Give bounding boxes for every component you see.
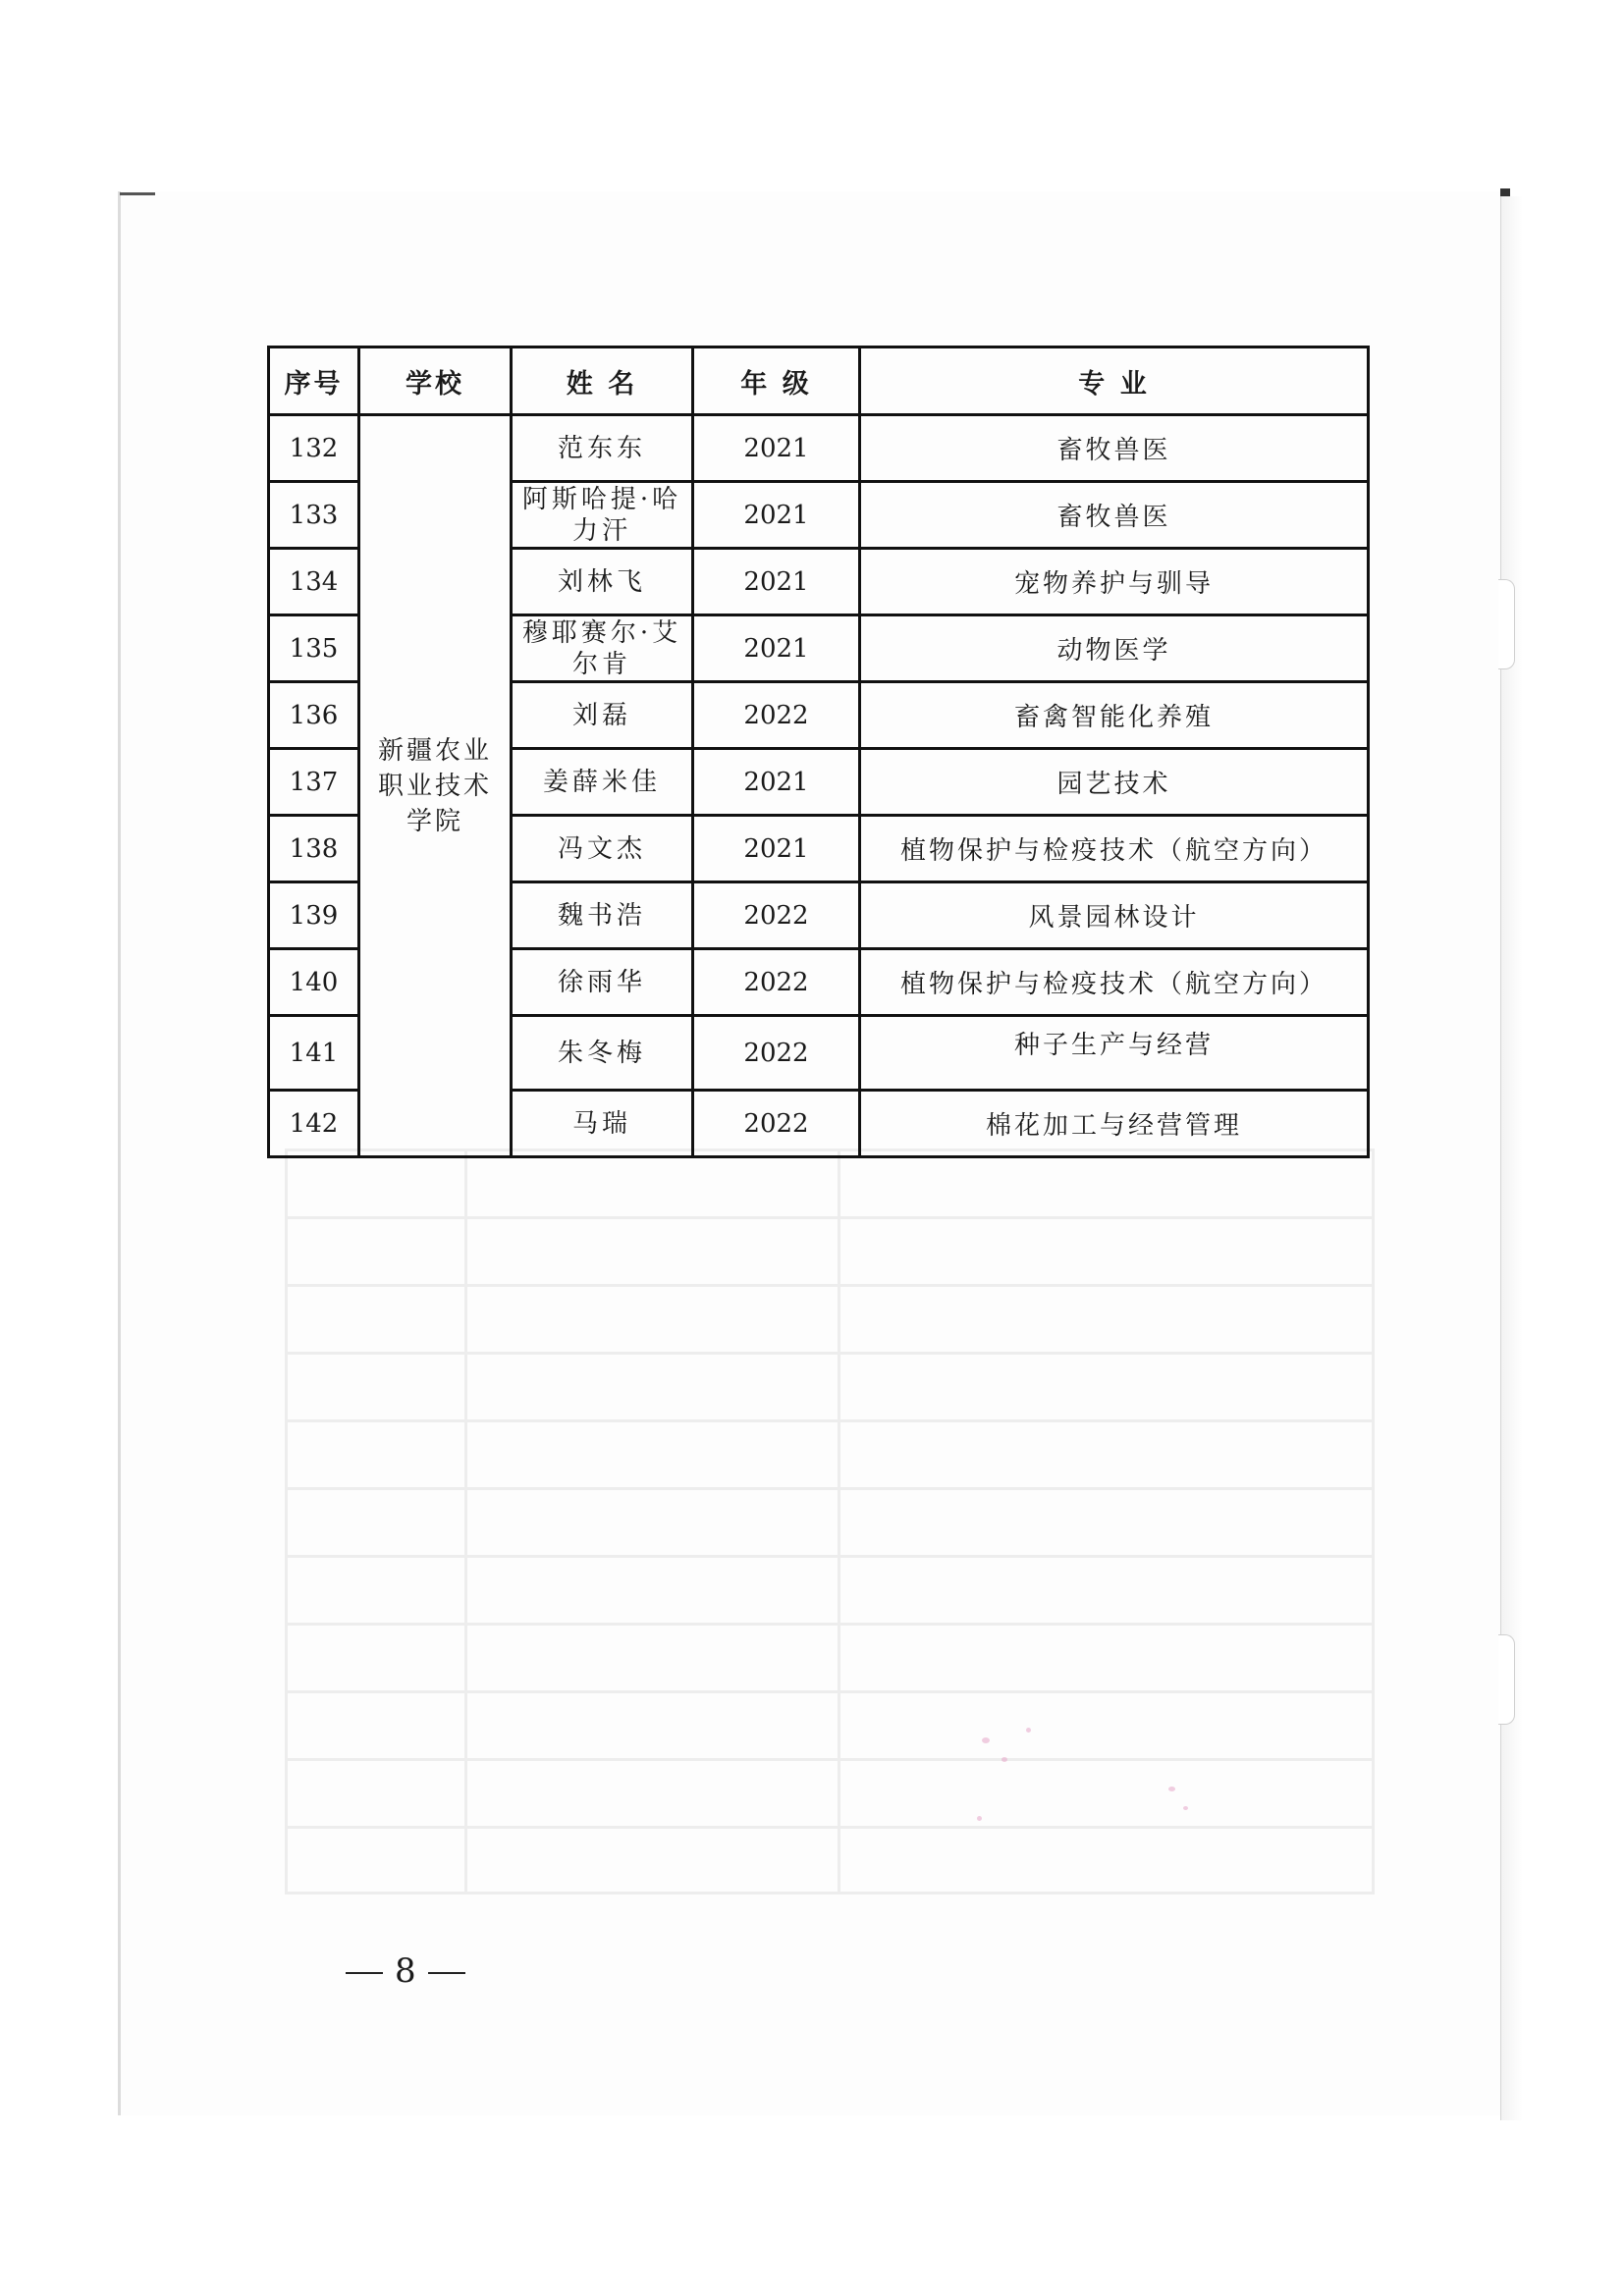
major-cell: 植物保护与检疫技术（航空方向） — [860, 816, 1369, 882]
ink-speck — [1183, 1806, 1188, 1810]
ink-speck — [982, 1737, 990, 1743]
major-cell: 风景园林设计 — [860, 882, 1369, 949]
major-cell: 畜牧兽医 — [860, 482, 1369, 549]
page-footer — [334, 1951, 477, 1991]
seq-cell: 134 — [269, 549, 359, 615]
header-seq: 序号 — [269, 347, 359, 415]
major-cell: 植物保护与检疫技术（航空方向） — [860, 949, 1369, 1016]
name-cell: 魏书浩 — [512, 882, 693, 949]
footer-dash-right — [428, 1972, 465, 1974]
ink-speck — [1001, 1757, 1007, 1762]
grade-cell: 2021 — [693, 816, 860, 882]
grade-cell: 2022 — [693, 882, 860, 949]
bleed-through-table — [285, 1148, 1375, 1895]
seq-cell: 133 — [269, 482, 359, 549]
page-binding-edge — [1500, 196, 1523, 2120]
seq-cell: 142 — [269, 1091, 359, 1157]
header-major: 专 业 — [860, 347, 1369, 415]
ink-speck — [1168, 1787, 1175, 1791]
grade-cell: 2021 — [693, 615, 860, 682]
major-cell: 种子生产与经营 — [860, 1016, 1369, 1091]
name-cell: 马瑞 — [512, 1091, 693, 1157]
name-cell: 朱冬梅 — [512, 1016, 693, 1091]
school-cell: 新疆农业职业技术学院 — [359, 415, 512, 1157]
header-grade: 年 级 — [693, 347, 860, 415]
seq-cell: 136 — [269, 682, 359, 749]
seq-cell: 132 — [269, 415, 359, 482]
major-cell: 动物医学 — [860, 615, 1369, 682]
table-row — [269, 415, 1369, 482]
header-name: 姓 名 — [512, 347, 693, 415]
name-cell: 阿斯哈提·哈力汗 — [512, 482, 693, 549]
grade-cell: 2022 — [693, 1016, 860, 1091]
ink-speck — [977, 1816, 982, 1821]
grade-cell: 2021 — [693, 415, 860, 482]
major-cell: 畜禽智能化养殖 — [860, 682, 1369, 749]
grade-cell: 2021 — [693, 549, 860, 615]
seq-cell: 138 — [269, 816, 359, 882]
grade-cell: 2022 — [693, 682, 860, 749]
page-tab-upper — [1498, 579, 1515, 669]
seq-cell: 141 — [269, 1016, 359, 1091]
major-cell: 棉花加工与经营管理 — [860, 1091, 1369, 1157]
grade-cell: 2021 — [693, 749, 860, 816]
page-number: 8 — [395, 1951, 416, 1991]
seq-cell: 139 — [269, 882, 359, 949]
student-list-table — [267, 346, 1370, 1158]
header-school: 学校 — [359, 347, 512, 415]
name-cell: 刘磊 — [512, 682, 693, 749]
page-tab-lower — [1498, 1634, 1515, 1725]
name-cell: 范东东 — [512, 415, 693, 482]
seq-cell: 137 — [269, 749, 359, 816]
footer-dash-left — [346, 1972, 383, 1974]
name-cell: 姜薛米佳 — [512, 749, 693, 816]
seq-cell: 135 — [269, 615, 359, 682]
major-cell: 宠物养护与驯导 — [860, 549, 1369, 615]
name-cell: 刘林飞 — [512, 549, 693, 615]
major-cell: 园艺技术 — [860, 749, 1369, 816]
ink-speck — [1026, 1728, 1031, 1733]
grade-cell: 2022 — [693, 949, 860, 1016]
name-cell: 冯文杰 — [512, 816, 693, 882]
grade-cell: 2022 — [693, 1091, 860, 1157]
table-header-row — [269, 347, 1369, 415]
page-corner-mark-right — [1500, 188, 1510, 196]
name-cell: 徐雨华 — [512, 949, 693, 1016]
major-cell: 畜牧兽医 — [860, 415, 1369, 482]
page-corner-mark — [120, 192, 155, 195]
grade-cell: 2021 — [693, 482, 860, 549]
seq-cell: 140 — [269, 949, 359, 1016]
name-cell: 穆耶赛尔·艾尔肯 — [512, 615, 693, 682]
